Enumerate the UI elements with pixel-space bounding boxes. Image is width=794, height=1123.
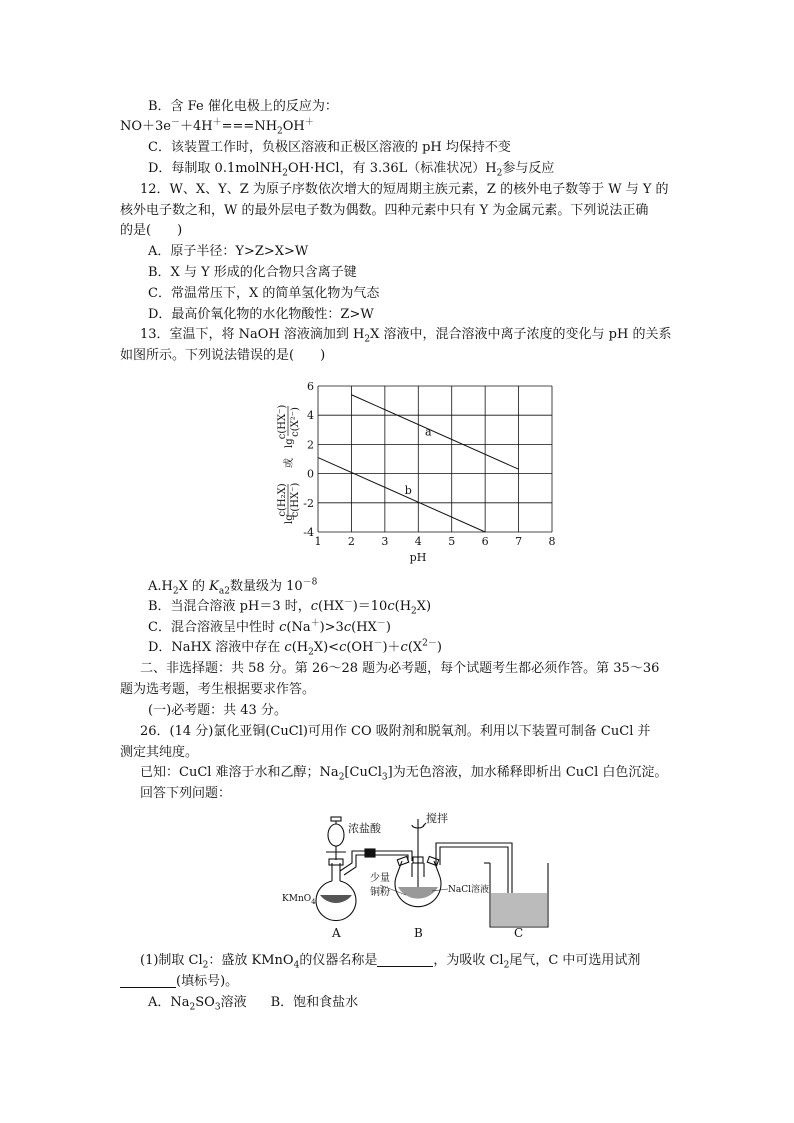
q26-known: 已知：CuCl 难溶于水和乙醇；$Na_2[CuCl_3]$为无色溶液，加水稀释即析出 CuCl 白色沉淀。 xyxy=(140,765,668,783)
q12-option-b: B．X 与 Y 形成的化合物只含离子键 xyxy=(148,265,357,280)
x-tick-label: 8 xyxy=(548,535,556,548)
series-label-b: b xyxy=(404,484,412,498)
section2-heading-line2: 题为选考题，考生根据要求作答。 xyxy=(120,682,316,697)
q26-answer-prompt: 回答下列问题： xyxy=(140,786,232,801)
q13-option-c: C．混合溶液呈中性时 c(Na＋)>3c(HX－) xyxy=(148,618,391,635)
q12-option-a: A．原子半径：Y>Z>X>W xyxy=(148,244,309,259)
section2-sub1: (一)必考题：共 43 分。 xyxy=(148,703,287,718)
x-tick-label: 6 xyxy=(481,535,489,548)
x-tick-label: 3 xyxy=(381,535,389,548)
svg-text:lg: lg xyxy=(284,514,295,524)
chart-y-ticks xyxy=(303,380,314,539)
label-nacl: NaCl溶液 xyxy=(448,885,490,895)
label-cu-2: 铜粉 xyxy=(370,887,390,898)
series-line-b xyxy=(318,458,485,532)
q11-option-b-equation: $NO+3e^-+4H^+===NH_2OH^+$ xyxy=(120,117,314,137)
q12-stem-line1: 12．W、X、Y、Z 为原子序数依次增大的短周期主族元素，Z 的核外电子数等于 W 与 Y 的 xyxy=(140,182,669,197)
svg-text:c(HX⁻): c(HX⁻) xyxy=(277,404,288,440)
q12-option-c: C．常温常压下，X 的简单氢化物为气态 xyxy=(148,286,380,301)
q13-option-a: $A.H_2X$ 的 $K_{a2}$数量级为 $10^{-8}$ xyxy=(148,577,318,597)
x-tick-label: 4 xyxy=(414,535,422,548)
section2-heading-line1: 二、非选择题：共 58 分。第 26～28 题为必考题，每个试题考生都必须作答。第 35～36 xyxy=(140,661,660,676)
y-tick-label: 2 xyxy=(307,438,314,452)
chart-x-label: pH xyxy=(409,551,427,564)
q13-option-d: D．NaHX 溶液中存在 $c(H_2X)<c(OH^-)+c(X^{2-})$ xyxy=(148,638,442,658)
q26-part1-options: A．$Na_2SO_3$溶液 B．饱和食盐水 xyxy=(148,995,359,1013)
q26-apparatus-diagram xyxy=(0,805,794,945)
q26-stem-line1: 26．(14 分)氯化亚铜(CuCl)可用作 CO 吸附剂和脱氧剂。利用以下装置可制备 CuCl 并 xyxy=(140,724,651,739)
label-b: B xyxy=(414,926,423,940)
label-conc-hcl: 浓盐酸 xyxy=(348,822,381,835)
svg-text:c(H₂X): c(H₂X) xyxy=(277,483,288,517)
q26-part1-line2: (填标号)。 xyxy=(120,973,238,991)
x-tick-label: 2 xyxy=(347,535,355,548)
x-tick-label: 1 xyxy=(314,535,322,548)
x-tick-label: 5 xyxy=(448,535,456,548)
svg-text:lg: lg xyxy=(284,438,295,448)
y-tick-label: 0 xyxy=(307,467,314,481)
answer-blank-1[interactable] xyxy=(377,952,433,967)
label-cu-1: 少量 xyxy=(370,873,390,884)
answer-blank-2[interactable] xyxy=(120,973,176,988)
chart-y-label xyxy=(277,405,301,524)
svg-text:c(X²⁻): c(X²⁻) xyxy=(290,407,301,437)
q11-option-d: D．每制取 0.1molNH$_2$OH·HCl，有 3.36L（标准状况）$H_2$参与反应 xyxy=(148,161,555,179)
q11-option-b: B．含 Fe 催化电极上的反应为： xyxy=(148,99,338,114)
svg-text:c(HX⁻): c(HX⁻) xyxy=(290,482,301,518)
label-a: A xyxy=(332,926,341,940)
x-tick-label: 7 xyxy=(515,535,523,548)
q13-option-b: B．当混合溶液 pH＝3 时，$c(HX^-)=10c(H_2X)$ xyxy=(148,597,432,617)
y-tick-label: 4 xyxy=(307,409,314,423)
label-stir: 搅拌 xyxy=(426,812,448,825)
label-c: C xyxy=(514,926,524,940)
q26-part1-line1: (1)制取 $Cl_2$：盛放 KMnO$_4$的仪器名称是 ，为吸收 $Cl_2$尾气，C 中可选用试剂 xyxy=(140,953,641,971)
y-tick-label: -2 xyxy=(303,496,314,510)
svg-text:或: 或 xyxy=(284,458,295,468)
q13-chart xyxy=(0,370,794,570)
q12-option-d: D．最高价氧化物的水化物酸性：Z>W xyxy=(148,307,374,322)
q26-stem-line2: 测定其纯度。 xyxy=(120,745,199,760)
y-tick-label: 6 xyxy=(307,380,314,393)
series-label-a: a xyxy=(425,425,432,439)
q12-stem-line2: 核外电子数之和，W 的最外层电子数为偶数。四种元素中只有 Y 为金属元素。下列说法正确 xyxy=(120,203,649,218)
y-tick-label: -4 xyxy=(303,526,314,539)
q13-stem-line2: 如图所示。下列说法错误的是( ) xyxy=(120,348,326,363)
series-line-a xyxy=(351,395,518,469)
chart-x-ticks xyxy=(315,535,556,548)
label-kmno4: KMnO$_4$ xyxy=(282,894,316,906)
q12-stem-line3: 的是( ) xyxy=(120,223,183,238)
q11-option-c: C．该装置工作时，负极区溶液和正极区溶液的 pH 均保持不变 xyxy=(148,140,511,155)
q13-stem-line1: 13．室温下，将 NaOH 溶液滴加到 $H_2X$ 溶液中，混合溶液中离子浓度的变化与 pH 的关系 xyxy=(140,327,672,345)
